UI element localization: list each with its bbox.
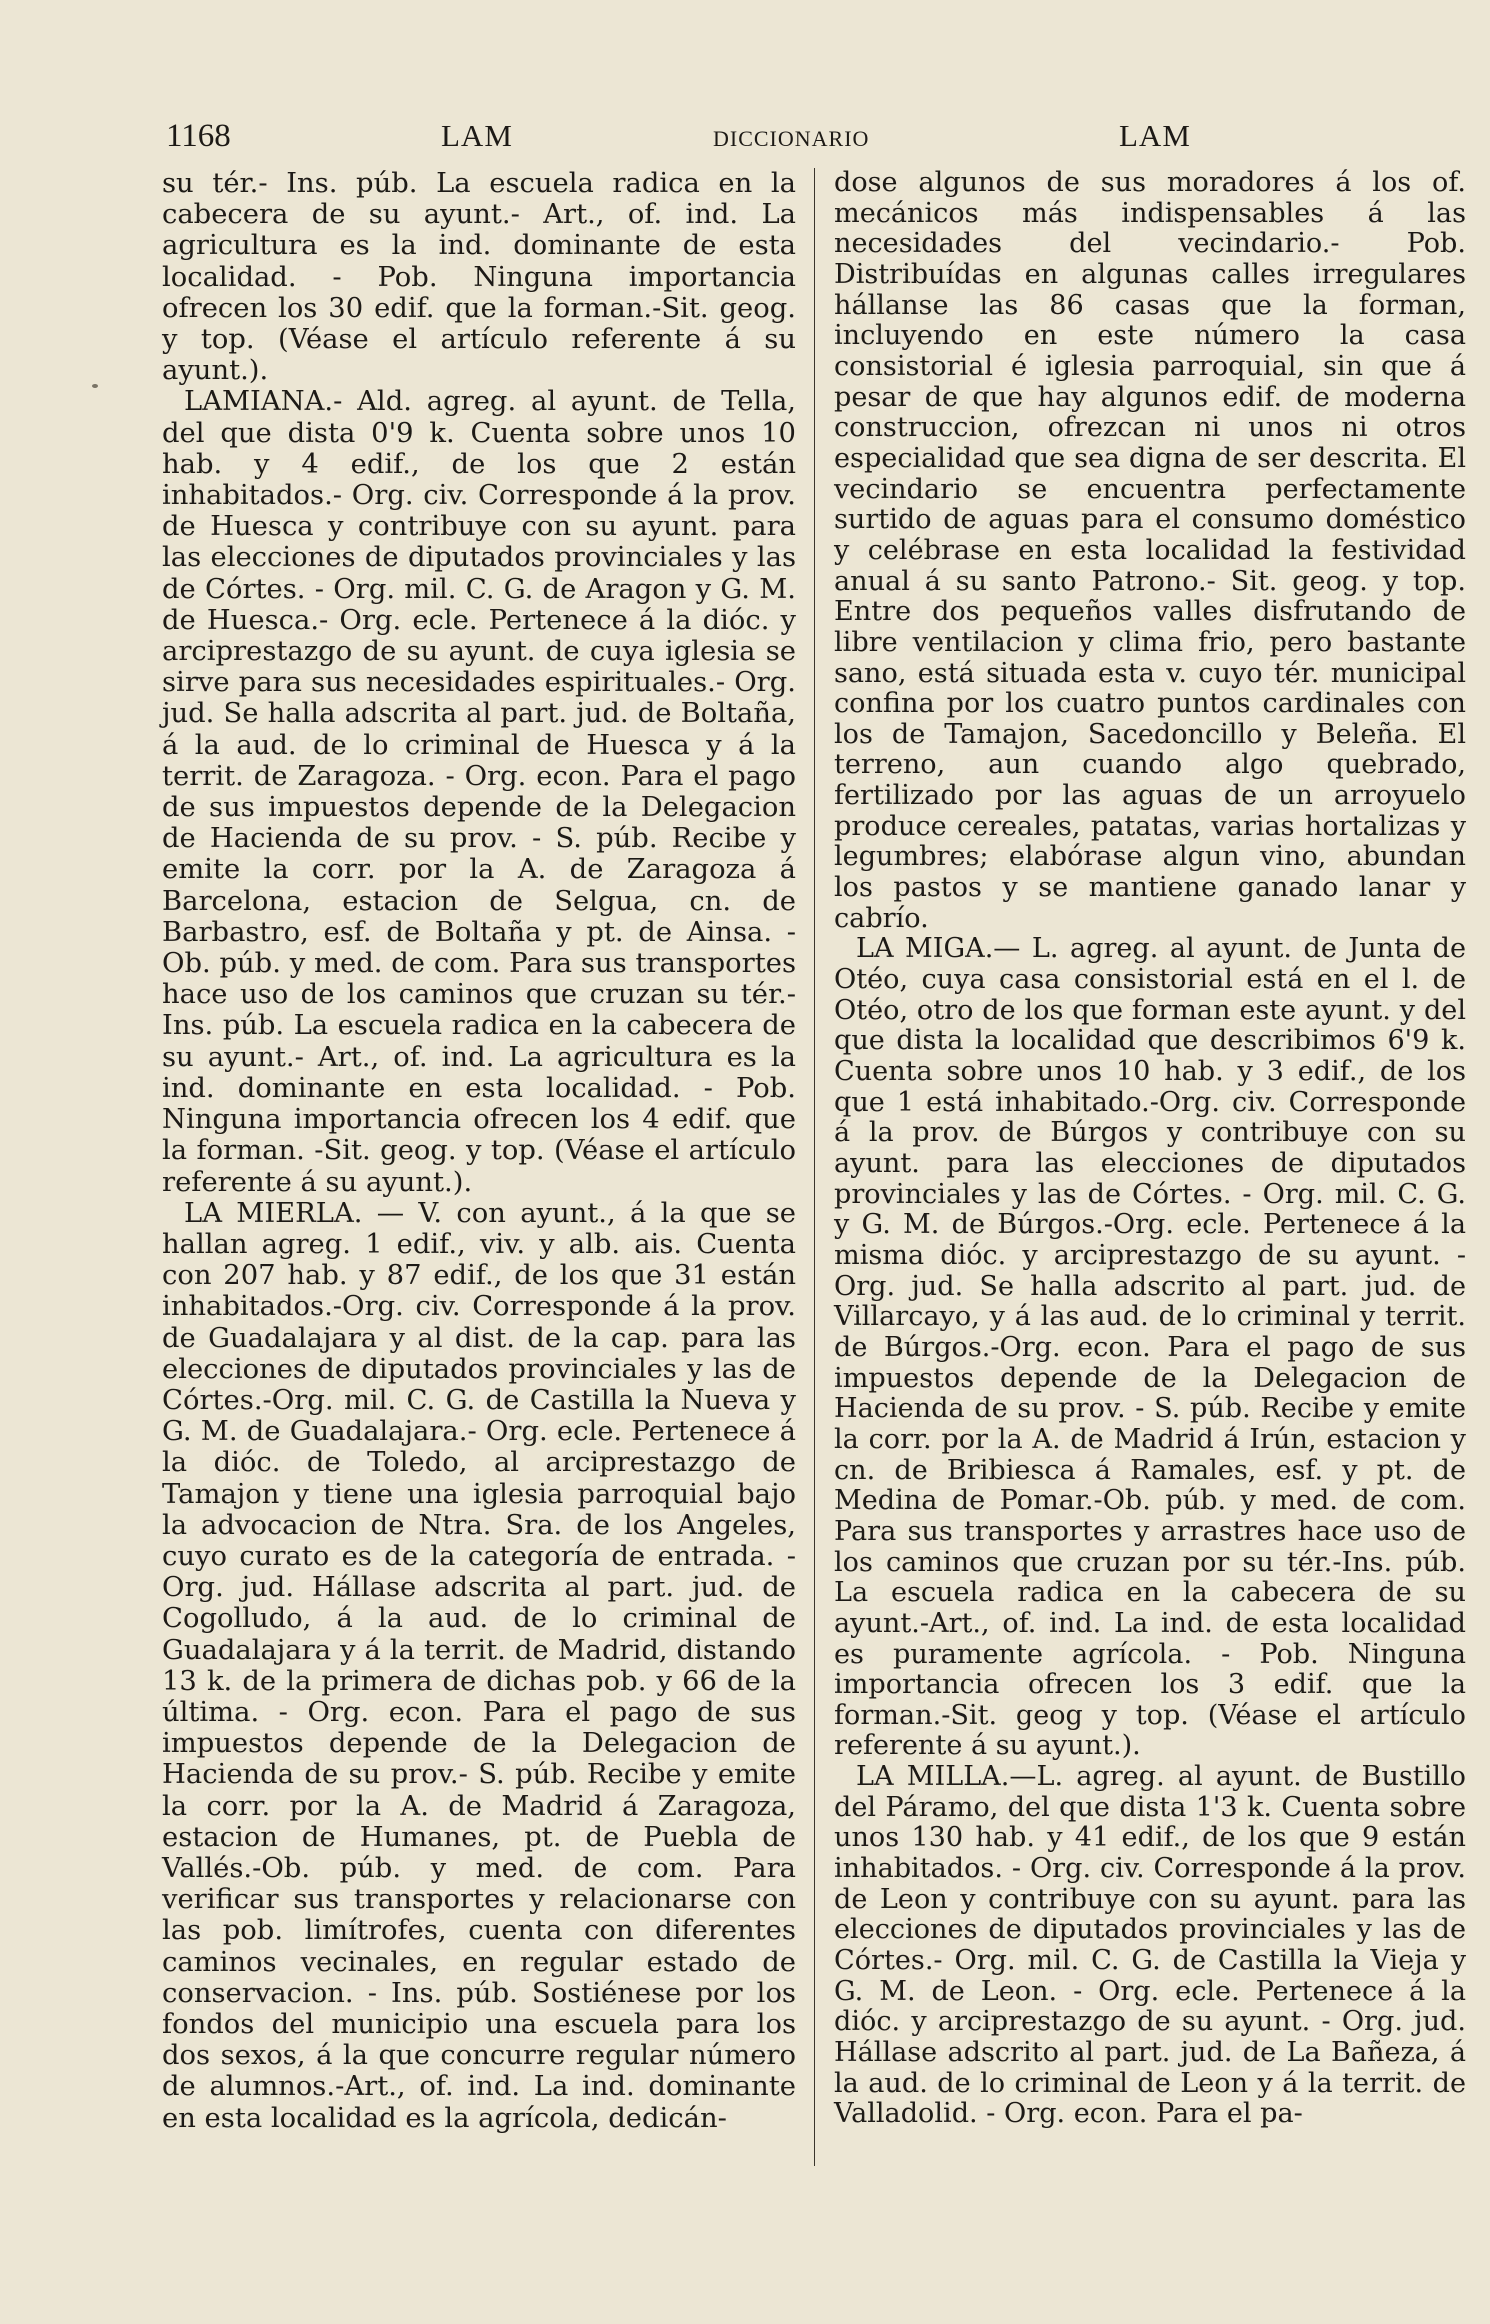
- left-guide-word: LAM: [441, 118, 513, 153]
- entry-la-milla: LA MILLA.—L. agreg. al ayunt. de Bustillo del Páramo, del que dista 1'3 k. Cuenta sobre unos 130 hab. y 41 edif., de los que 9 están inhabitados. - Org. civ. Corresponde á la prov. de Leon y contribuye con su ayunt. para las elecciones de diputados provinciales y las de Córtes.- Org. mil. C. G. de Castilla la Vieja y G. M. de Leon. - Org. ecle. Pertenece á la dióc. y arciprestazgo de su ayunt. - Org. jud. Hállase adscrito al part. jud. de La Bañeza, á la aud. de lo criminal de Leon y á la territ. de Valladolid. - Org. econ. Para el pa-: [834, 1761, 1466, 2130]
- running-title: DICCIONARIO: [713, 126, 870, 151]
- entry-lamiana: LAMIANA.- Ald. agreg. al ayunt. de Tella, del que dista 0'9 k. Cuenta sobre unos 10 hab. y 4 edif., de los que 2 están inhabitados.- Org. civ. Corresponde á la prov. de Huesca y contribuye con su ayunt. para las elecciones de diputados provinciales y las de Córtes. - Org. mil. C. G. de Aragon y G. M. de Huesca.- Org. ecle. Pertenece á la dióc. y arciprestazgo de su ayunt. de cuya iglesia se sirve para sus necesidades espirituales.- Org. jud. Se halla adscrita al part. jud. de Boltaña, á la aud. de lo criminal de Huesca y á la territ. de Zaragoza. - Org. econ. Para el pago de sus impuestos depende de la Delegacion de Hacienda de su prov. - S. púb. Recibe y emite la corr. por la A. de Zaragoza á Barcelona, estacion de Selgua, cn. de Barbastro, esf. de Boltaña y pt. de Ainsa. - Ob. púb. y med. de com. Para sus transportes hace uso de los caminos que cruzan su tér.- Ins. púb. La escuela radica en la cabecera de su ayunt.- Art., of. ind. La agricultura es la ind. dominante en esta localidad. - Pob. Ninguna importancia ofrecen los 4 edif. que la forman. -Sit. geog. y top. (Véase el artículo referente á su ayunt.).: [162, 386, 796, 1198]
- entry-la-mierla-continued: dose algunos de sus moradores á los of. mecánicos más indispensables á las necesidades del vecindario.- Pob. Distribuídas en algunas calles irregulares hállanse las 86 casas que la forman, incluyendo en este número la casa consistorial é iglesia parroquial, sin que á pesar de que hay algunos edif. de moderna construccion, ofrezcan ni unos ni otros especialidad que sea digna de ser descrita. El vecindario se encuentra perfectamente surtido de aguas para el consumo doméstico y celébrase en esta localidad la festividad anual á su santo Patrono.- Sit. geog. y top. Entre dos pequeños valles disfrutando de libre ventilacion y clima frio, pero bastante sano, está situada esta v. cuyo tér. municipal confina por los cuatro puntos cardinales con los de Tamajon, Sacedoncillo y Beleña. El terreno, aun cuando algo quebrado, fertilizado por las aguas de un arroyuelo produce cereales, patatas, varias hortalizas y legumbres; elabórase algun vino, abundan los pastos y se mantiene ganado lanar y cabrío.: [834, 167, 1466, 934]
- right-column: [834, 168, 1466, 2130]
- page-header: [158, 118, 1333, 168]
- page-number: 1168: [166, 118, 231, 154]
- right-guide-word: LAM: [1119, 118, 1191, 153]
- ink-mark: [92, 384, 98, 388]
- entry-la-miga: LA MIGA.— L. agreg. al ayunt. de Junta de Otéo, cuya casa consistorial está en el l. de Otéo, otro de los que forman este ayunt. y del que dista la localidad que describimos 6'9 k. Cuenta sobre unos 10 hab. y 3 edif., de los que 1 está inhabitado.-Org. civ. Corresponde á la prov. de Búrgos y contribuye con su ayunt. para las elecciones de diputados provinciales y las de Córtes. - Org. mil. C. G. y G. M. de Búrgos.-Org. ecle. Pertenece á la misma dióc. y arciprestazgo de su ayunt. - Org. jud. Se halla adscrito al part. jud. de Villarcayo, y á las aud. de lo criminal y territ. de Búrgos.-Org. econ. Para el pago de sus impuestos depende de la Delegacion de Hacienda de su prov. - S. púb. Recibe y emite la corr. por la A. de Madrid á Irún, estacion y cn. de Bribiesca á Ramales, esf. y pt. de Medina de Pomar.-Ob. púb. y med. de com. Para sus transportes y arrastres hace uso de los caminos que cruzan por su tér.-Ins. púb. La escuela radica en la cabecera de su ayunt.-Art., of. ind. La ind. de esta localidad es puramente agrícola. - Pob. Ninguna importancia ofrecen los 3 edif. que la forman.-Sit. geog y top. (Véase el artículo referente á su ayunt.).: [834, 933, 1466, 1762]
- column-divider: [814, 168, 815, 2166]
- entry-la-mierla: LA MIERLA. — V. con ayunt., á la que se hallan agreg. 1 edif., viv. y alb. ais. Cuenta con 207 hab. y 87 edif., de los que 31 están inhabitados.-Org. civ. Corresponde á la prov. de Guadalajara y al dist. de la cap. para las elecciones de diputados provinciales y las de Córtes.-Org. mil. C. G. de Castilla la Nueva y G. M. de Guadalajara.- Org. ecle. Pertenece á la dióc. de Toledo, al arciprestazgo de Tamajon y tiene una iglesia parroquial bajo la advocacion de Ntra. Sra. de los Angeles, cuyo curato es de la categoría de entrada. - Org. jud. Hállase adscrita al part. jud. de Cogolludo, á la aud. de lo criminal de Guadalajara y á la territ. de Madrid, distando 13 k. de la primera de dichas pob. y 66 de la última. - Org. econ. Para el pago de sus impuestos depende de la Delegacion de Hacienda de su prov.- S. púb. Recibe y emite la corr. por la A. de Madrid á Zaragoza, estacion de Humanes, pt. de Puebla de Vallés.-Ob. púb. y med. de com. Para verificar sus transportes y relacionarse con las pob. limítrofes, cuenta con diferentes caminos vecinales, en regular estado de conservacion. - Ins. púb. Sostiénese por los fondos del municipio una escuela para los dos sexos, á la que concurre regular número de alumnos.-Art., of. ind. La ind. dominante en esta localidad es la agrícola, dedicán-: [162, 1197, 796, 2134]
- entry-continuation: su tér.- Ins. púb. La escuela radica en la cabecera de su ayunt.- Art., of. ind. La agricultura es la ind. dominante de esta localidad. - Pob. Ninguna importancia ofrecen los 30 edif. que la forman.-Sit. geog. y top. (Véase el artículo referente á su ayunt.).: [162, 168, 796, 387]
- left-column: [162, 168, 796, 2134]
